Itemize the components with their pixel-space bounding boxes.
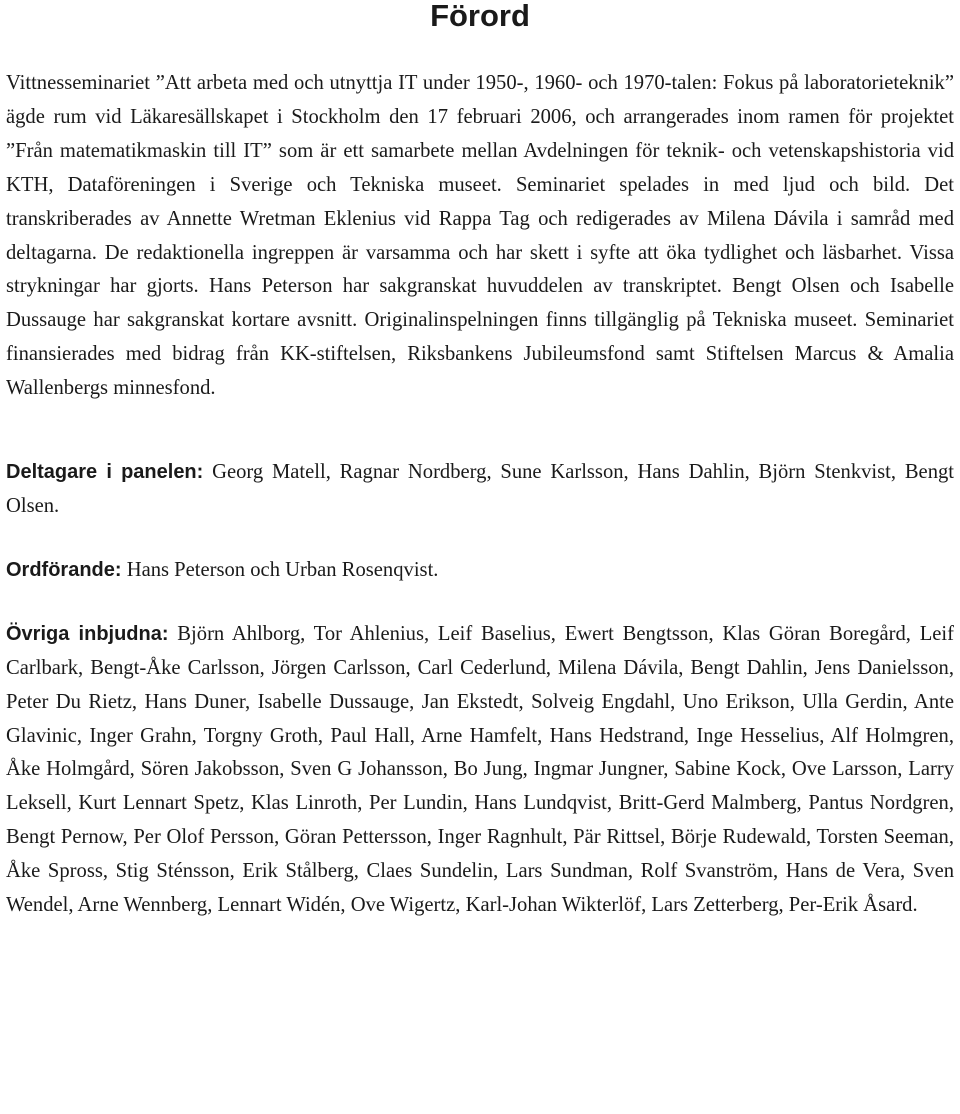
panel-text: Georg Matell, Ragnar Nordberg, Sune Karlsson, Hans Dahlin, Björn Stenkvist, Bengt Olsen. <box>6 461 955 517</box>
chair-label: Ordförande: <box>6 558 122 581</box>
page-title: Förord <box>430 0 530 33</box>
others-label: Övriga inbjudna: <box>6 622 169 645</box>
panel-label: Deltagare i panelen: <box>6 461 204 484</box>
panel-paragraph <box>6 456 954 524</box>
chair-text: Hans Peterson och Urban Rosenqvist. <box>121 558 439 581</box>
document-page <box>6 0 954 923</box>
others-text: Björn Ahlborg, Tor Ahlenius, Leif Baselius, Ewert Bengtsson, Klas Göran Boregård, Leif Carlbark, Bengt-Åke Carlsson, Jörgen Carlsson, Carl Cederlund, Milena Dávila, Bengt Dahlin, Jens Danielsson, Peter Du Rietz, Hans Duner, Isabelle Dussauge, Jan Ekstedt, Solveig Engdahl, Uno Erikson, Ulla Gerdin, Ante Glavinic, Inger Grahn, Torgny Groth, Paul Hall, Arne Hamfelt, Hans Hedstrand, Inge Hesselius, Alf Holmgren, Åke Holmgård, Sören Jakobsson, Sven G Johansson, Bo Jung, Ingmar Jungner, Sabine Kock, Ove Larsson, Larry Leksell, Kurt Lennart Spetz, Klas Linroth, Per Lundin, Hans Lundqvist, Britt-Gerd Malmberg, Pantus Nordgren, Bengt Pernow, Per Olof Persson, Göran Pettersson, Inger Ragnhult, Pär Rittsel, Börje Rudewald, Torsten Seeman, Åke Spross, Stig Sténsson, Erik Stålberg, Claes Sundelin, Lars Sundman, Rolf Svanström, Hans de Vera, Sven Wendel, Arne Wennberg, Lennart Widén, Ove Wigertz, Karl-Johan Wikterlöf, Lars Zetterberg, Per-Erik Åsard. <box>6 622 954 917</box>
chair-paragraph <box>6 554 954 588</box>
intro-paragraph: Vittnesseminariet ”Att arbeta med och utnyttja IT under 1950-, 1960- och 1970-talen: Fokus på laboratorieteknik” ägde rum vid Läkaresällskapet i Stockholm den 17 februari 2006, och arrangerades inom ramen för projektet ”Från matematikmaskin till IT” som är ett samarbete mellan Avdelningen för teknik- och vetenskapshistoria vid KTH, Dataföreningen i Sverige och Tekniska museet. Seminariet spelades in med ljud och bild. Det transkriberades av Annette Wretman Eklenius vid Rappa Tag och redigerades av Milena Dávila i samråd med deltagarna. De redaktionella ingreppen är varsamma och har skett i syfte att öka tydlighet och läsbarhet. Vissa strykningar har gjorts. Hans Peterson har sakgranskat huvuddelen av transkriptet. Bengt Olsen och Isabelle Dussauge har sakgranskat kortare avsnitt. Originalinspelningen finns tillgänglig på Tekniska museet. Seminariet finansierades med bidrag från KK-stiftelsen, Riksbankens Jubileumsfond samt Stiftelsen Marcus & Amalia Wallenbergs minnesfond. <box>6 72 954 400</box>
others-paragraph <box>6 618 954 923</box>
